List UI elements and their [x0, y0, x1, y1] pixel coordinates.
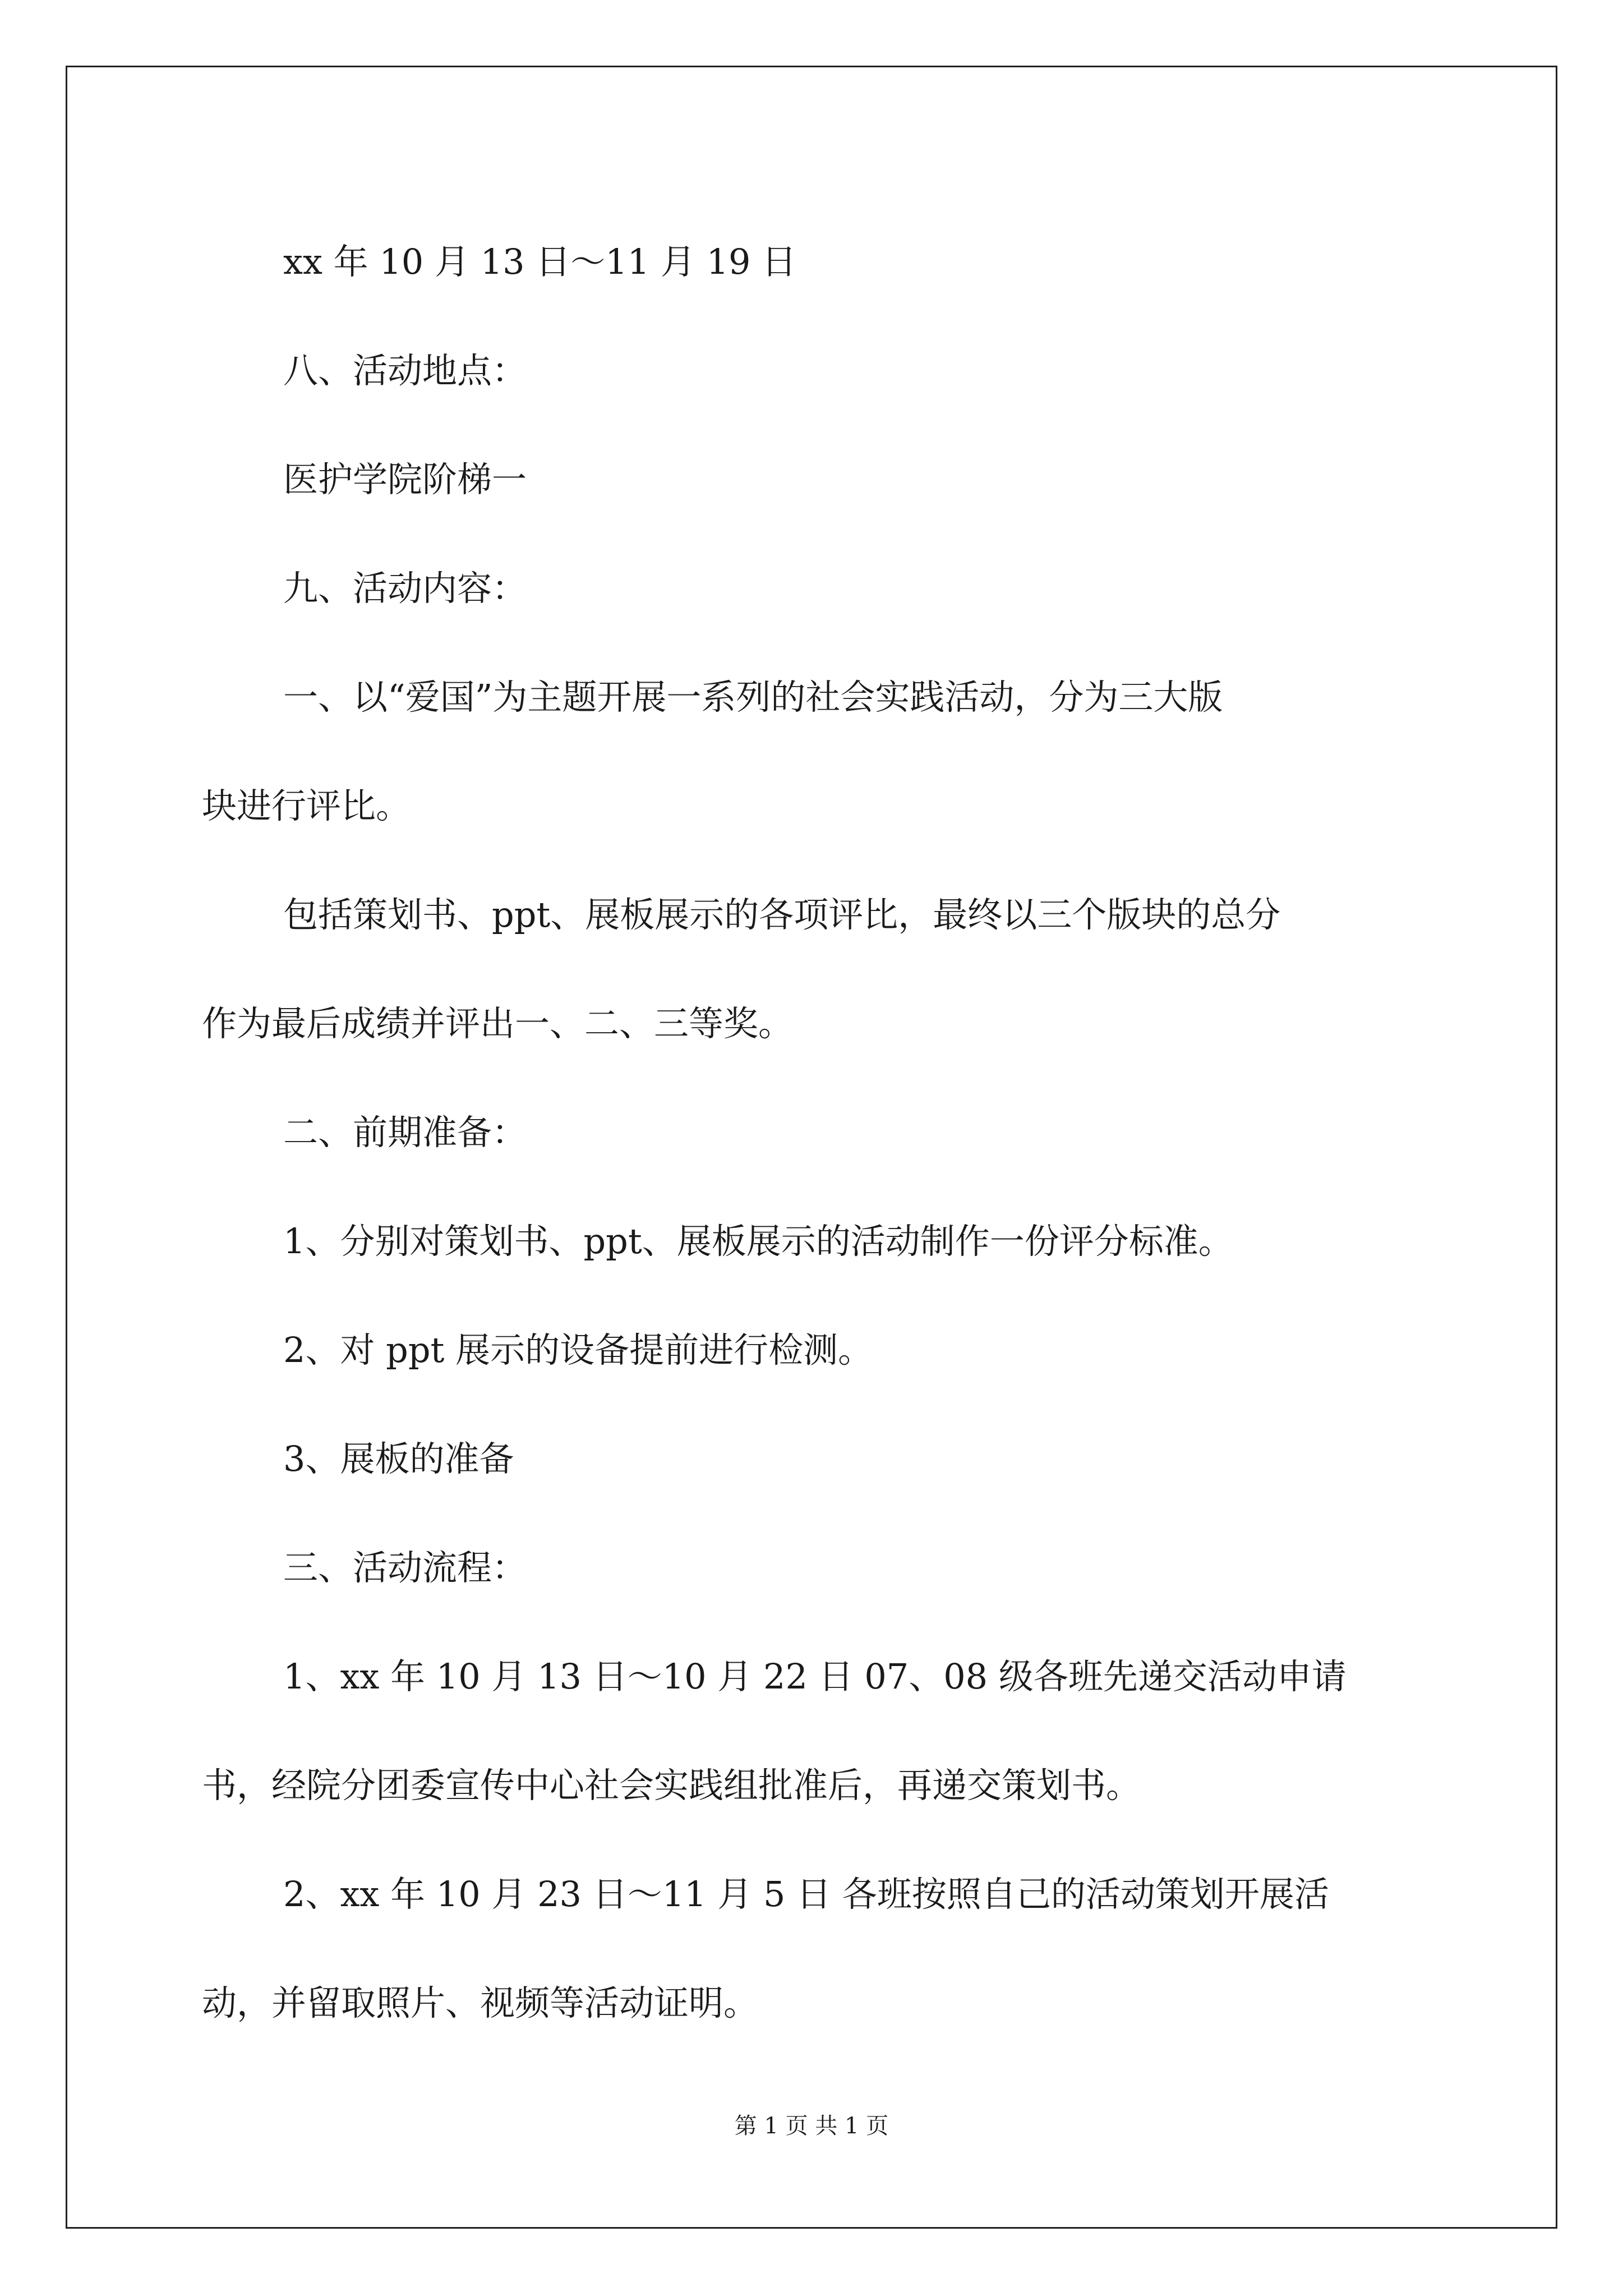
date-range-line: xx 年 10 月 13 日～11 月 19 日	[283, 241, 797, 282]
flow-1-line-1: 1、xx 年 10 月 13 日～10 月 22 日 07、08 级各班先递交活动申请	[283, 1656, 1347, 1697]
prep-1-text: 1、分别对策划书、ppt、展板展示的活动制作一份评分标准。	[283, 1221, 1233, 1262]
heading-content: 九、活动内容：	[283, 568, 527, 609]
content-1-line-1: 一、以“爱国”为主题开展一系列的社会实践活动，分为三大版	[283, 677, 1223, 717]
page-footer: 第 1 页 共 1 页	[734, 2113, 889, 2139]
flow-2-line-2: 动，并留取照片、视频等活动证明。	[202, 1982, 759, 2023]
location-text: 医护学院阶梯一	[283, 459, 527, 500]
content-1-line-2: 块进行评比。	[202, 785, 411, 826]
flow-1-line-2: 书，经院分团委宣传中心社会实践组批准后，再递交策划书。	[202, 1765, 1141, 1806]
heading-flow: 三、活动流程：	[283, 1547, 527, 1588]
prep-3-text: 3、展板的准备	[283, 1438, 514, 1479]
flow-2-line-1: 2、xx 年 10 月 23 日～11 月 5 日 各班按照自己的活动策划开展活	[283, 1874, 1329, 1915]
heading-prep: 二、前期准备：	[283, 1112, 527, 1153]
heading-location: 八、活动地点：	[283, 350, 527, 391]
prep-2-text: 2、对 ppt 展示的设备提前进行检测。	[283, 1329, 873, 1370]
document-body	[202, 208, 1430, 2058]
content-2-line-2: 作为最后成绩并评出一、二、三等奖。	[202, 1003, 794, 1044]
content-2-line-1: 包括策划书、ppt、展板展示的各项评比，最终以三个版块的总分	[283, 894, 1281, 935]
